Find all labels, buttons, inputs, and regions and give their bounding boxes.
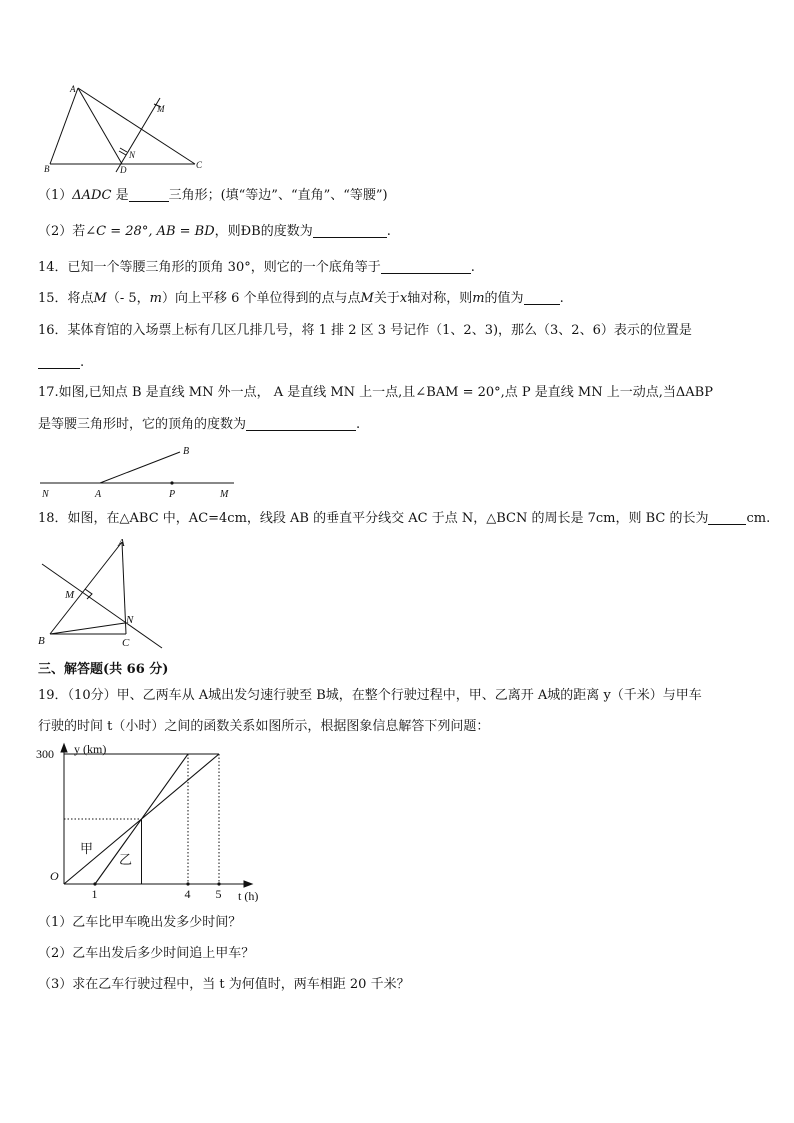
answer-blank-q17[interactable] [246,416,356,431]
question-17-line2: 是等腰三角形时，它的顶角的度数为 . [38,417,361,432]
fig17-label-N: N [42,489,49,500]
line-figure-q17 [36,444,246,500]
triangle-figure-q13 [40,82,210,174]
answer-blank-q13-2[interactable] [313,223,387,238]
fig18-label-C: C [122,637,130,649]
question-18: 18．如图，在△ABC 中，AC=4cm，线段 AB 的垂直平分线交 AC 于点 N，△BCN 的周长是 7cm，则 BC 的长为 cm. [38,511,771,526]
answer-blank-q13-1[interactable] [129,187,169,202]
question-17-line1: 17.如图,已知点 B 是直线 MN 外一点， A 是直线 MN 上一点,且∠BAM = 20°,点 P 是直线 MN 上一动点,当ΔABP [38,385,713,400]
fig17-label-P: P [169,489,176,500]
fig17-label-M: M [220,489,229,500]
q13-part2: （2）若∠C = 28°, AB = BD，则ÐB的度数为 . [38,224,391,239]
question-14: 14．已知一个等腰三角形的顶角 30°，则它的一个底角等于 . [38,260,475,275]
fig13-label-B: B [44,164,50,174]
point-P [170,481,173,484]
fig13-label-A: A [70,84,76,94]
section-title: 三、解答题(共 66 分) [38,662,169,677]
x-axis-arrow [244,881,252,887]
question-16-line2: . [38,354,84,372]
series-label-jia: 甲 [80,841,94,856]
fig17-label-A: A [95,489,102,500]
x-tick-mark-5 [217,882,220,885]
fig17-label-B: B [183,446,190,457]
x-tick-label-5: 5 [215,887,222,901]
question-19-line1: 19．（10分）甲、乙两车从 A城出发匀速行驶至 B城，在整个行驶过程中，甲、乙离开 A城的距离 y（千米）与甲车 [38,688,702,703]
y-axis-label: y (km) [74,742,107,756]
x-tick-mark-1 [93,882,96,885]
x-tick-label-1: 1 [91,887,98,901]
fig18-label-B: B [38,635,45,647]
question-16-line1: 16．某体育馆的入场票上标有几区几排几号，将 1 排 2 区 3 号记作（1、2、3)，那么（3、2、6）表示的位置是 [38,323,692,338]
series-label-yi: 乙 [119,852,133,867]
question-15: 15．将点M（- 5，m）向上平移 6 个单位得到的点与点M关于x轴对称，则m的值为 . [38,291,564,306]
answer-blank-q15[interactable] [524,290,560,305]
answer-blank-q18[interactable] [708,510,746,525]
fig13-label-C: C [196,160,203,170]
fig13-label-M: M [157,104,165,114]
fig18-label-M: M [65,589,75,601]
question-19-line2: 行驶的时间 t（小时）之间的函数关系如图所示，根据图象信息解答下列问题： [38,719,490,734]
answer-blank-q16[interactable] [38,354,80,369]
fig13-label-N: N [129,150,136,160]
fig18-label-A: A [118,537,125,549]
question-19-sub1: （1）乙车比甲车晚出发多少时间？ [38,915,242,930]
x-tick-label-4: 4 [184,887,191,901]
origin-label: O [50,869,59,883]
answer-blank-q14[interactable] [381,259,471,274]
distance-time-chart [30,738,270,902]
y-tick-label-300: 300 [36,747,54,762]
x-tick-mark-4 [186,882,189,885]
triangle-figure-q18 [36,534,171,650]
question-19-sub3: （3）求在乙车行驶过程中，当 t 为何值时，两车相距 20 千米？ [38,977,410,992]
fig18-label-N: N [126,614,134,626]
fig13-label-D: D [120,165,127,174]
x-axis-label: t (h) [238,889,259,902]
y-axis-arrow [61,744,67,752]
q13-part1: （1）ΔADC 是 三角形；(填“等边”、“直角”、“等腰”) [38,188,388,203]
question-19-sub2: （2）乙车出发后多少时间追上甲车？ [38,946,255,961]
